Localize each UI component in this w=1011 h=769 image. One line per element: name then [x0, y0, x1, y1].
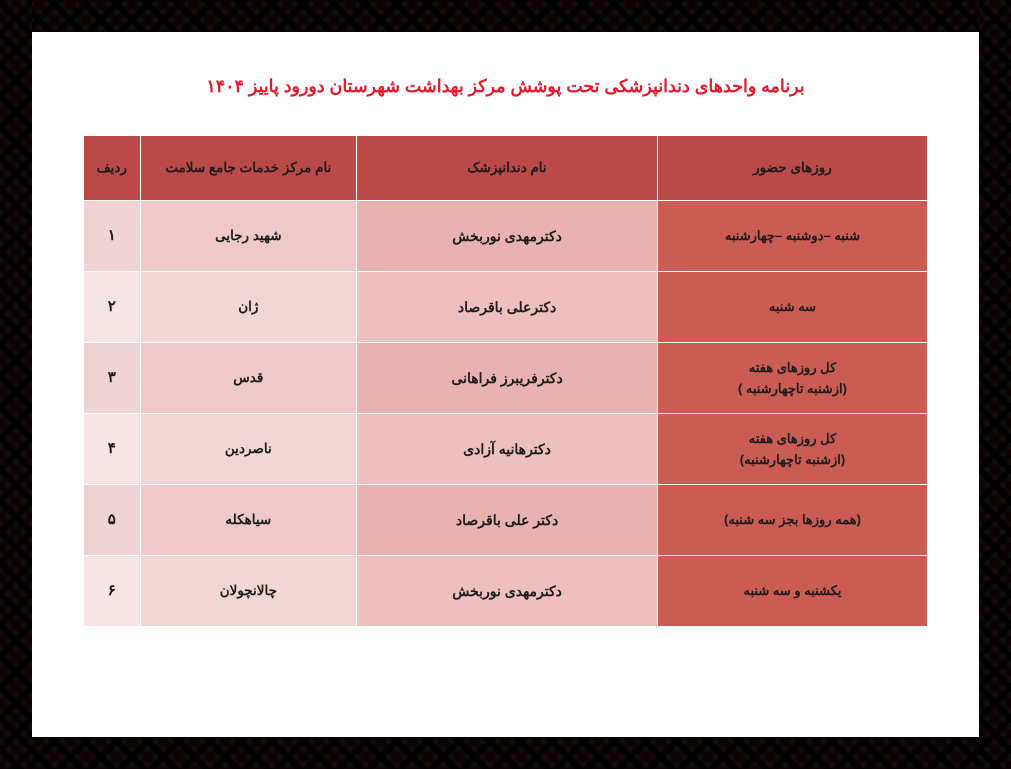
table-header-row: [84, 136, 928, 201]
cell-row-no: ۵: [84, 485, 141, 556]
cell-days: کل روزهای هفته (ازشنبه تاچهارشنبه): [657, 414, 927, 485]
table-body: [84, 201, 928, 627]
border-band-left: [0, 0, 32, 769]
cell-row-no: ۶: [84, 556, 141, 627]
cell-row-no: ۱: [84, 201, 141, 272]
cell-days: کل روزهای هفته (ازشنبه تاچهارشنبه ): [657, 343, 927, 414]
column-header-row-no: ردیف: [84, 136, 141, 201]
border-band-bottom: [0, 737, 1011, 769]
column-header-days: روزهای حضور: [657, 136, 927, 201]
cell-center: قدس: [140, 343, 357, 414]
page-title: برنامه واحدهای دندانپزشکی تحت پوشش مرکز بهداشت شهرستان دورود پاییز ۱۴۰۴: [206, 76, 805, 96]
table-row: [84, 556, 928, 627]
cell-center: چالانچولان: [140, 556, 357, 627]
table-head: [84, 136, 928, 201]
cell-center: ژان: [140, 272, 357, 343]
cell-row-no: ۲: [84, 272, 141, 343]
border-band-top: [0, 0, 1011, 32]
table-row: [84, 485, 928, 556]
cell-center: شهید رجایی: [140, 201, 357, 272]
cell-dentist: دکترفریبرز فراهانی: [357, 343, 658, 414]
cell-row-no: ۳: [84, 343, 141, 414]
cell-days: (همه روزها بجز سه شنبه): [657, 485, 927, 556]
cell-dentist: دکترمهدی نوربخش: [357, 201, 658, 272]
column-header-dentist: نام دندانپزشک: [357, 136, 658, 201]
cell-center: ناصردین: [140, 414, 357, 485]
cell-days: شنبه –دوشنبه –چهارشنبه: [657, 201, 927, 272]
table-row: [84, 201, 928, 272]
cell-center: سیاهکله: [140, 485, 357, 556]
column-header-center: نام مرکز خدمات جامع سلامت: [140, 136, 357, 201]
document-content: [32, 32, 979, 737]
cell-dentist: دکترهانیه آزادی: [357, 414, 658, 485]
cell-days: یکشنبه و سه شنبه: [657, 556, 927, 627]
cell-dentist: دکتر علی باقرصاد: [357, 485, 658, 556]
cell-dentist: دکترمهدی نوربخش: [357, 556, 658, 627]
table-row: [84, 343, 928, 414]
cell-dentist: دکترعلی باقرصاد: [357, 272, 658, 343]
dentistry-schedule-table: [83, 135, 928, 627]
border-band-right: [979, 0, 1011, 769]
cell-row-no: ۴: [84, 414, 141, 485]
table-row: [84, 272, 928, 343]
table-row: [84, 414, 928, 485]
cell-days: سه شنبه: [657, 272, 927, 343]
